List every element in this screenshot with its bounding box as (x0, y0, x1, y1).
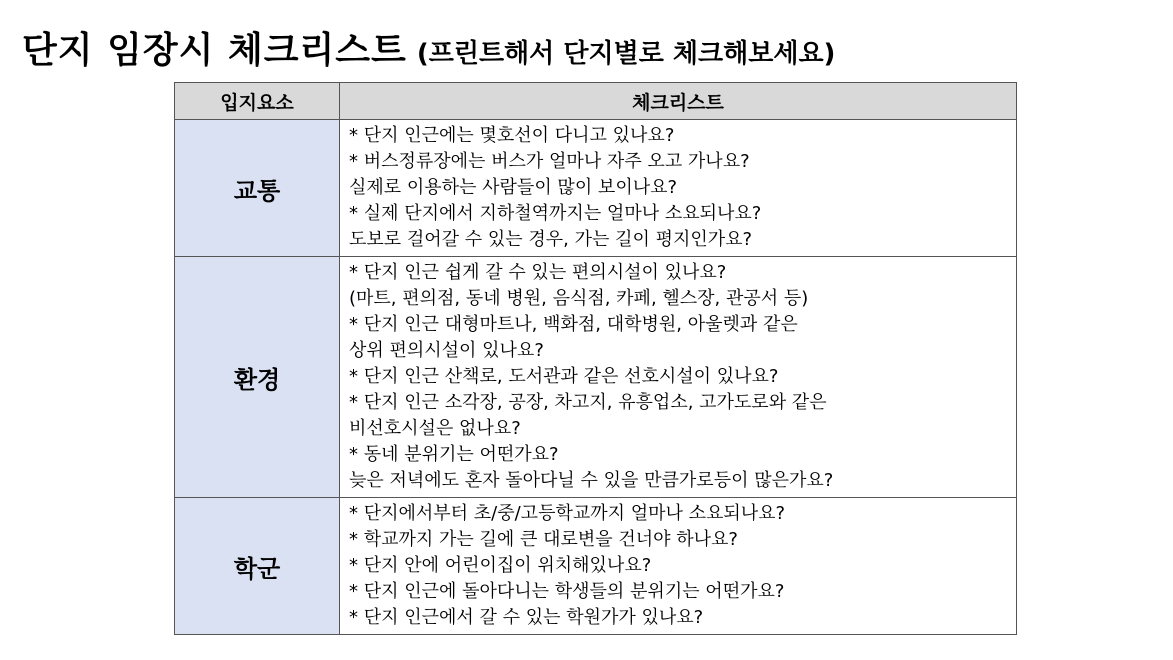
checklist-table (174, 82, 1017, 635)
table-row-environment (175, 257, 1017, 498)
checklist-line: * 버스정류장에는 버스가 얼마나 자주 오고 가나요? (349, 151, 750, 172)
header-location-factor: 입지요소 (175, 83, 340, 120)
checklist-line: * 단지에서부터 초/중/고등학교까지 얼마나 소요되나요? (349, 503, 786, 524)
checklist-environment (340, 257, 1017, 498)
checklist-school-district (340, 498, 1017, 635)
header-checklist: 체크리스트 (340, 83, 1017, 120)
checklist-line: 늦은 저녁에도 혼자 돌아다닐 수 있을 만큼가로등이 많은가요? (349, 470, 834, 491)
category-transport: 교통 (175, 120, 340, 257)
checklist-line: * 단지 인근 산책로, 도서관과 같은 선호시설이 있나요? (349, 366, 779, 387)
checklist-line: * 단지 인근 소각장, 공장, 차고지, 유흥업소, 고가도로와 같은 (349, 392, 827, 413)
checklist-line: 실제로 이용하는 사람들이 많이 보이나요? (349, 177, 678, 198)
table-row-school-district (175, 498, 1017, 635)
checklist-line: * 동네 분위기는 어떤가요? (349, 444, 559, 465)
checklist-line: * 단지 인근 대형마트나, 백화점, 대학병원, 아울렛과 같은 (349, 314, 798, 335)
checklist-line: * 학교까지 가는 길에 큰 대로변을 건너야 하나요? (349, 529, 738, 550)
checklist-line: 상위 편의시설이 있나요? (349, 340, 544, 361)
table-row-transport (175, 120, 1017, 257)
checklist-transport (340, 120, 1017, 257)
page-title (22, 22, 835, 73)
checklist-line: (마트, 편의점, 동네 병원, 음식점, 카페, 헬스장, 관공서 등) (349, 288, 809, 309)
checklist-line: * 단지 인근에 돌아다니는 학생들의 분위기는 어떤가요? (349, 581, 785, 602)
checklist-line: * 단지 인근에는 몇호선이 다니고 있나요? (349, 125, 675, 146)
checklist-line: 비선호시설은 없나요? (349, 418, 521, 439)
checklist-line: 도보로 걸어갈 수 있는 경우, 가는 길이 평지인가요? (349, 229, 753, 250)
category-school-district: 학군 (175, 498, 340, 635)
table-header-row (175, 83, 1017, 120)
checklist-line: * 단지 인근 쉽게 갈 수 있는 편의시설이 있나요? (349, 262, 727, 283)
checklist-line: * 실제 단지에서 지하철역까지는 얼마나 소요되나요? (349, 203, 762, 224)
category-environment: 환경 (175, 257, 340, 498)
title-subtitle: (프린트해서 단지별로 체크해보세요) (416, 39, 836, 69)
checklist-line: * 단지 안에 어린이집이 위치해있나요? (349, 555, 652, 576)
title-main: 단지 임장시 체크리스트 (22, 30, 407, 71)
checklist-line: * 단지 인근에서 갈 수 있는 학원가가 있나요? (349, 607, 704, 628)
